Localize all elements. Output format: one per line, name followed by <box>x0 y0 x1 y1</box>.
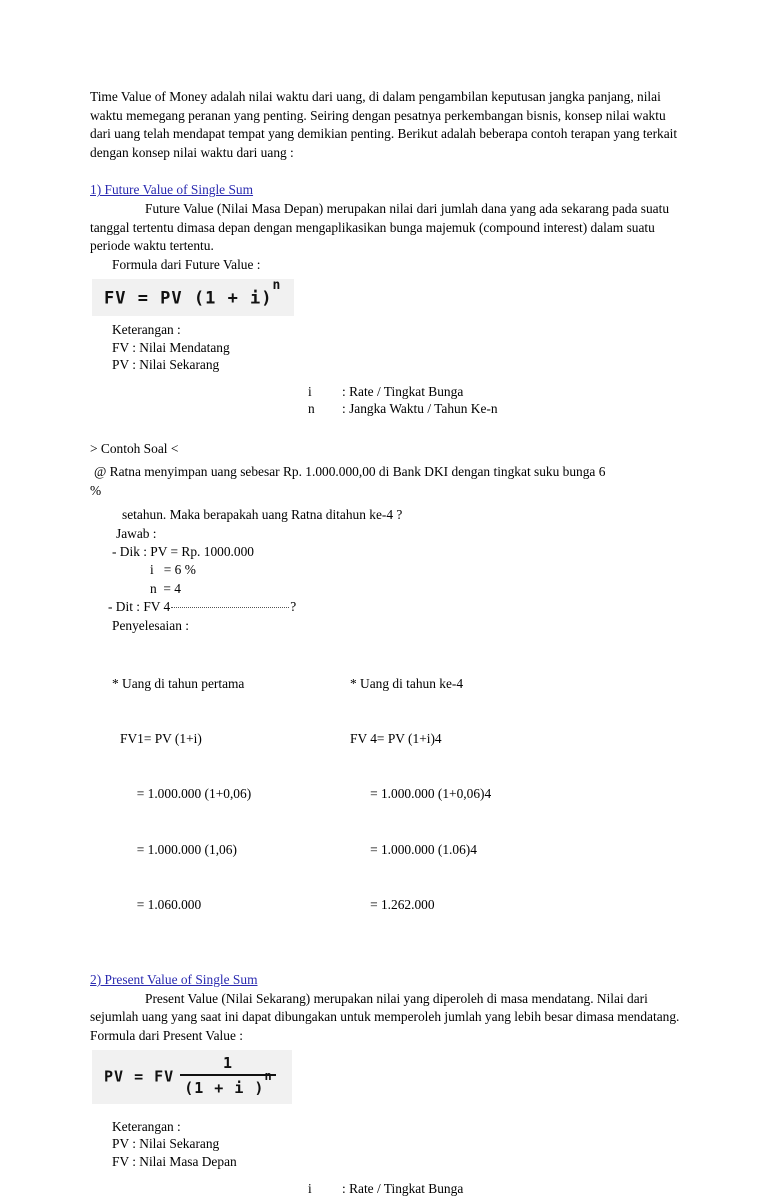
example-title: > Contoh Soal < <box>90 440 179 456</box>
section1-legend-n-key: n <box>308 401 315 417</box>
calc-right-line-1: FV 4= PV (1+i)4 <box>350 731 442 747</box>
fraction-denominator <box>180 1068 275 1097</box>
spacer <box>90 374 688 383</box>
section1-legend-pv: PV : Nilai Sekarang <box>112 357 220 373</box>
example-dit-suffix: ? <box>290 599 297 615</box>
calc-left-line-3: = 1.000.000 (1,06) <box>120 841 237 857</box>
spacer <box>90 162 688 181</box>
calc-left-line-2: = 1.000.000 (1+0,06) <box>120 786 252 802</box>
example-penyelesaian-label: Penyelesaian : <box>112 617 189 633</box>
future-value-formula <box>92 279 294 316</box>
fraction-denominator-exponent: n <box>264 1068 272 1083</box>
section1-legend-n <box>90 400 688 418</box>
section1-legend-fv: FV : Nilai Mendatang <box>112 339 230 355</box>
example-jawab-label: Jawab : <box>116 525 157 541</box>
calculation-column-first-year <box>90 638 350 951</box>
spacer <box>90 1104 688 1118</box>
calc-right-title: * Uang di tahun ke-4 <box>350 675 464 691</box>
calc-right-line-2: = 1.000.000 (1+0,06)4 <box>350 786 492 802</box>
fraction-numerator: 1 <box>180 1055 275 1075</box>
section1-legend-i-value: : Rate / Tingkat Bunga <box>342 383 464 399</box>
spacer <box>90 418 688 440</box>
example-dik-line1: - Dik : PV = Rp. 1000.000 <box>112 544 254 559</box>
example-dik-line2: i = 6 % <box>150 562 196 578</box>
section2-legend-i-key: i <box>308 1180 312 1196</box>
section1-legend-i-key: i <box>308 383 312 399</box>
section1-formula-label: Formula dari Future Value : <box>112 256 261 272</box>
fraction-denominator-text: (1 + i ) <box>184 1078 265 1097</box>
section2-legend-pv: PV : Nilai Sekarang <box>112 1136 220 1152</box>
calc-left-line-4: = 1.060.000 <box>120 896 202 912</box>
calculation-column-fourth-year <box>350 638 650 951</box>
section1-legend-i <box>90 383 688 401</box>
example-question-line2: % <box>90 482 102 498</box>
section-heading-future-value[interactable]: 1) Future Value of Single Sum <box>90 182 254 198</box>
calc-right-line-4: = 1.262.000 <box>350 896 435 912</box>
calc-left-title: * Uang di tahun pertama <box>112 675 245 691</box>
calc-right-line-3: = 1.000.000 (1.06)4 <box>350 841 477 857</box>
section2-legend-fv: FV : Nilai Masa Depan <box>112 1154 237 1169</box>
calc-left-line-1: FV1= PV (1+i) <box>120 731 202 747</box>
spacer <box>90 951 688 971</box>
section2-legend-title: Keterangan : <box>112 1118 181 1134</box>
section2-legend-i <box>90 1180 688 1197</box>
future-value-formula-main: FV = PV (1 + i) <box>104 289 273 309</box>
example-question-line1: @ Ratna menyimpan uang sebesar Rp. 1.000.000,00 di Bank DKI dengan tingkat suku bunga 6 <box>94 464 606 480</box>
dotted-leader <box>171 607 289 608</box>
future-value-formula-exponent: n <box>272 278 281 294</box>
present-value-formula <box>92 1050 292 1104</box>
section-heading-present-value[interactable]: 2) Present Value of Single Sum <box>90 971 258 987</box>
present-value-formula-lead: PV = FV <box>104 1067 175 1086</box>
section2-legend-i-value: : Rate / Tingkat Bunga <box>342 1180 464 1196</box>
section2-paragraph: Present Value (Nilai Sekarang) merupakan nilai yang diperoleh di masa mendatang. Nilai dari sejumlah uang yang saat ini dapat dibungakan untuk memperoleh jumlah yang lebih besar dimasa mendatang. <box>90 990 680 1025</box>
section1-paragraph: Future Value (Nilai Masa Depan) merupakan nilai dari jumlah dana yang ada sekarang pada suatu tanggal tertentu dimasa depan dengan mengaplikasikan bunga majemuk (compound interest) dalam suatu periode waktu tertentu. <box>90 200 670 254</box>
section1-legend-title: Keterangan : <box>112 322 181 337</box>
calculation-columns <box>90 638 688 951</box>
example-question-line3: setahun. Maka berapakah uang Ratna ditahun ke-4 ? <box>122 507 403 523</box>
section2-formula-label: Formula dari Present Value : <box>90 1027 243 1043</box>
example-dit-line <box>90 598 688 616</box>
present-value-fraction <box>180 1055 275 1097</box>
example-dik-line3: n = 4 <box>150 580 181 596</box>
example-dit-prefix: - Dit : FV 4 <box>108 599 171 615</box>
spacer <box>90 1171 688 1180</box>
section1-legend-n-value: : Jangka Waktu / Tahun Ke-n <box>342 401 498 417</box>
intro-paragraph: Time Value of Money adalah nilai waktu dari uang, di dalam pengambilan keputusan jangka panjang, nilai waktu memegang peranan yang penting. Seiring dengan pesatnya perkembangan bisnis, konsep nilai waktu dari uang telah mendapat tempat yang demikian penting. Berikut adalah beberapa contoh terapan yang terkait dengan konsep nilai waktu dari uang : <box>90 89 678 160</box>
